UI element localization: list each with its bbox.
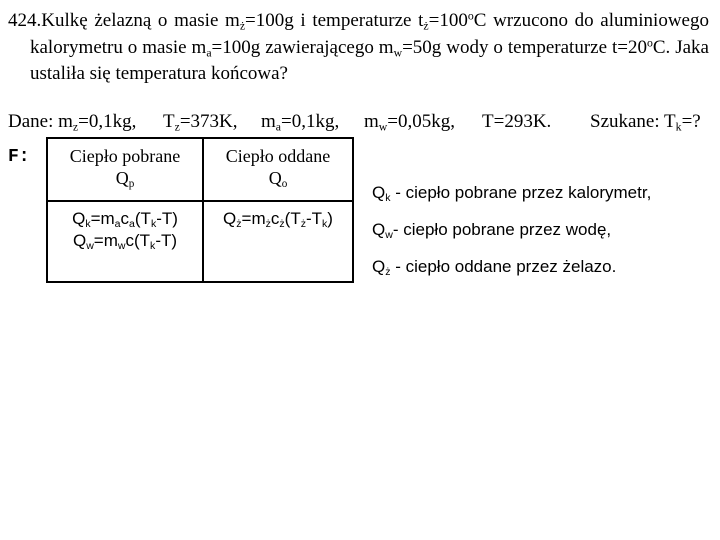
sought-tk: Szukane: $T_k=$?: [590, 111, 701, 134]
formula-qk-qw: [48, 208, 202, 252]
formula-qw: $Q_w=m_wc(T_k-T)$: [72, 231, 178, 252]
legend-qk: $Q_k$ - ciepło pobrane przez kalorymetr,: [372, 183, 652, 204]
header-heat-released: Ciepło oddane $Q_o$: [225, 146, 331, 191]
header-heat-absorbed: Ciepło pobrane $Q_p$: [69, 146, 181, 191]
given-mw: $m_w=0,05kg$,: [364, 111, 455, 134]
heat-balance-table: [46, 137, 354, 283]
given-mz: Dane: $m_z=0,1kg$,: [8, 111, 137, 134]
problem-statement: 424.Kulkę żelazną o masie $m_ż=100g$ i temperaturze $t_ż=100^oC$ wrzucono do aluminiowego kalorymetru o masie $m_a=100g$ zawierającego $m_w=50g$ wody o temperaturze $t=20^oC$. Jaka ustaliła się temperatura końcowa?: [8, 9, 709, 84]
formula-label: F:: [8, 147, 30, 167]
given-ma: $m_a=0,1kg$,: [261, 111, 340, 134]
legend-qw: $Q_w-$ ciepło pobrane przez wodę,: [372, 220, 612, 241]
legend-qz: $Q_ż$ - ciepło oddane przez żelazo.: [372, 257, 617, 278]
formula-qk: $Q_k=m_ac_a(T_k-T)$: [72, 209, 178, 230]
formula-qz: $Q_ż=m_żc_ż(T_ż-T_k)$: [223, 209, 333, 230]
given-t: T=293K.: [482, 111, 552, 132]
table-divider-horizontal: [48, 200, 352, 202]
given-tz: $T_z=373K$,: [163, 111, 238, 134]
